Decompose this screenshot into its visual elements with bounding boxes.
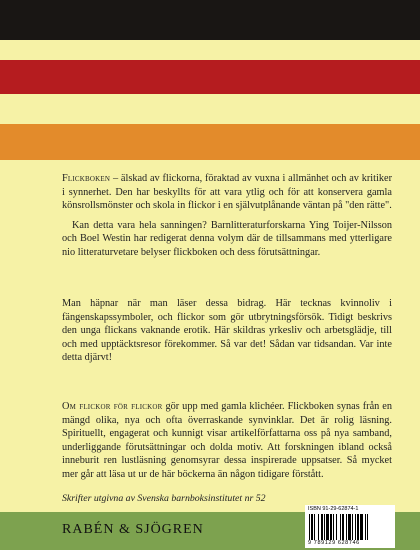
barcode-bar <box>357 514 359 540</box>
barcode-icon <box>309 514 391 540</box>
barcode-bar <box>340 514 341 540</box>
book-title-lead: Flickboken <box>62 173 111 184</box>
barcode-bar <box>352 514 353 540</box>
barcode-bar <box>318 514 319 540</box>
barcode-bar <box>355 514 356 540</box>
barcode-bar <box>336 514 337 540</box>
barcode-bar <box>324 514 325 540</box>
barcode-bar <box>360 514 363 540</box>
barcode-bar <box>309 514 310 540</box>
barcode-bar <box>326 514 329 540</box>
intro-text-block <box>62 172 392 266</box>
question-paragraph: Kan detta vara hela sanningen? Barnlitteraturforskarna Ying Toijer-Nilsson och Boel Westin har redigerat denna volym där de tillsammans med ytterligare nio litteraturvetare belyser flickboken och dess förutsättningar. <box>62 219 392 258</box>
isbn-number: ISBN 91-29-62874-1 <box>308 506 359 512</box>
barcode-bar <box>367 514 368 540</box>
barcode-bar <box>311 514 313 540</box>
barcode-digits: 9 789129 628746 <box>308 540 360 546</box>
barcode-bar <box>365 514 366 540</box>
barcode-label <box>305 505 395 548</box>
intro-paragraph-text: – älskad av flickorna, föraktad av vuxna i allmänhet och av kritiker i synnerhet. Den har beskyllts för att vara ytlig och för att konservera gamla könsrollsmönster och skola in flickor i en självutplånande väntan på "den rätte". <box>62 173 392 212</box>
wonder-paragraph: Man häpnar när man läser dessa bidrag. Här tecknas kvinnoliv i fängenskapssymboler, och flickor som gör utbrytningsförsök. Tidigt beskrivs den unga flickans vaknande erotik. Här skildras yrkesliv och arbetsglädje, till och med upptäcktsresor förekommer. Så var det! Sådan var tidsandan. Var inte detta djärvt! <box>62 298 392 364</box>
publisher-name: RABÉN & SJÖGREN <box>62 522 204 537</box>
closing-text-block <box>62 400 392 488</box>
barcode-bar <box>342 514 344 540</box>
barcode-bar <box>321 514 323 540</box>
barcode-bar <box>346 514 347 540</box>
book-name-lead: Om flickor för flickor <box>62 401 163 412</box>
middle-text-block <box>62 297 392 371</box>
intro-paragraph <box>62 172 392 213</box>
barcode-bar <box>348 514 351 540</box>
orange-stripe <box>0 124 420 160</box>
black-stripe <box>0 0 420 40</box>
closing-paragraph <box>62 400 392 482</box>
closing-paragraph-text: gör upp med gamla klichéer. Flickboken synas från en mängd olika, nya och ofta överraskande synvinklar. Det är rolig läsning. Spirituellt, engagerat och kunnigt visar artikelförfattarna oss på nya samband, underliggande förutsättningar och dolda motiv. Att forskningen ibland också inneburit ren lustläsning genomsyrar dessa inspirerade uppsatser. Så mycket mer går att läsa ut ur de här böckerna än någon tidigare förstått. <box>62 401 392 480</box>
barcode-bar <box>330 514 332 540</box>
red-stripe <box>0 60 420 94</box>
barcode-bar <box>314 514 315 540</box>
series-note: Skrifter utgivna av Svenska barnboksinstitutet nr 52 <box>62 493 266 504</box>
barcode-bar <box>333 514 334 540</box>
